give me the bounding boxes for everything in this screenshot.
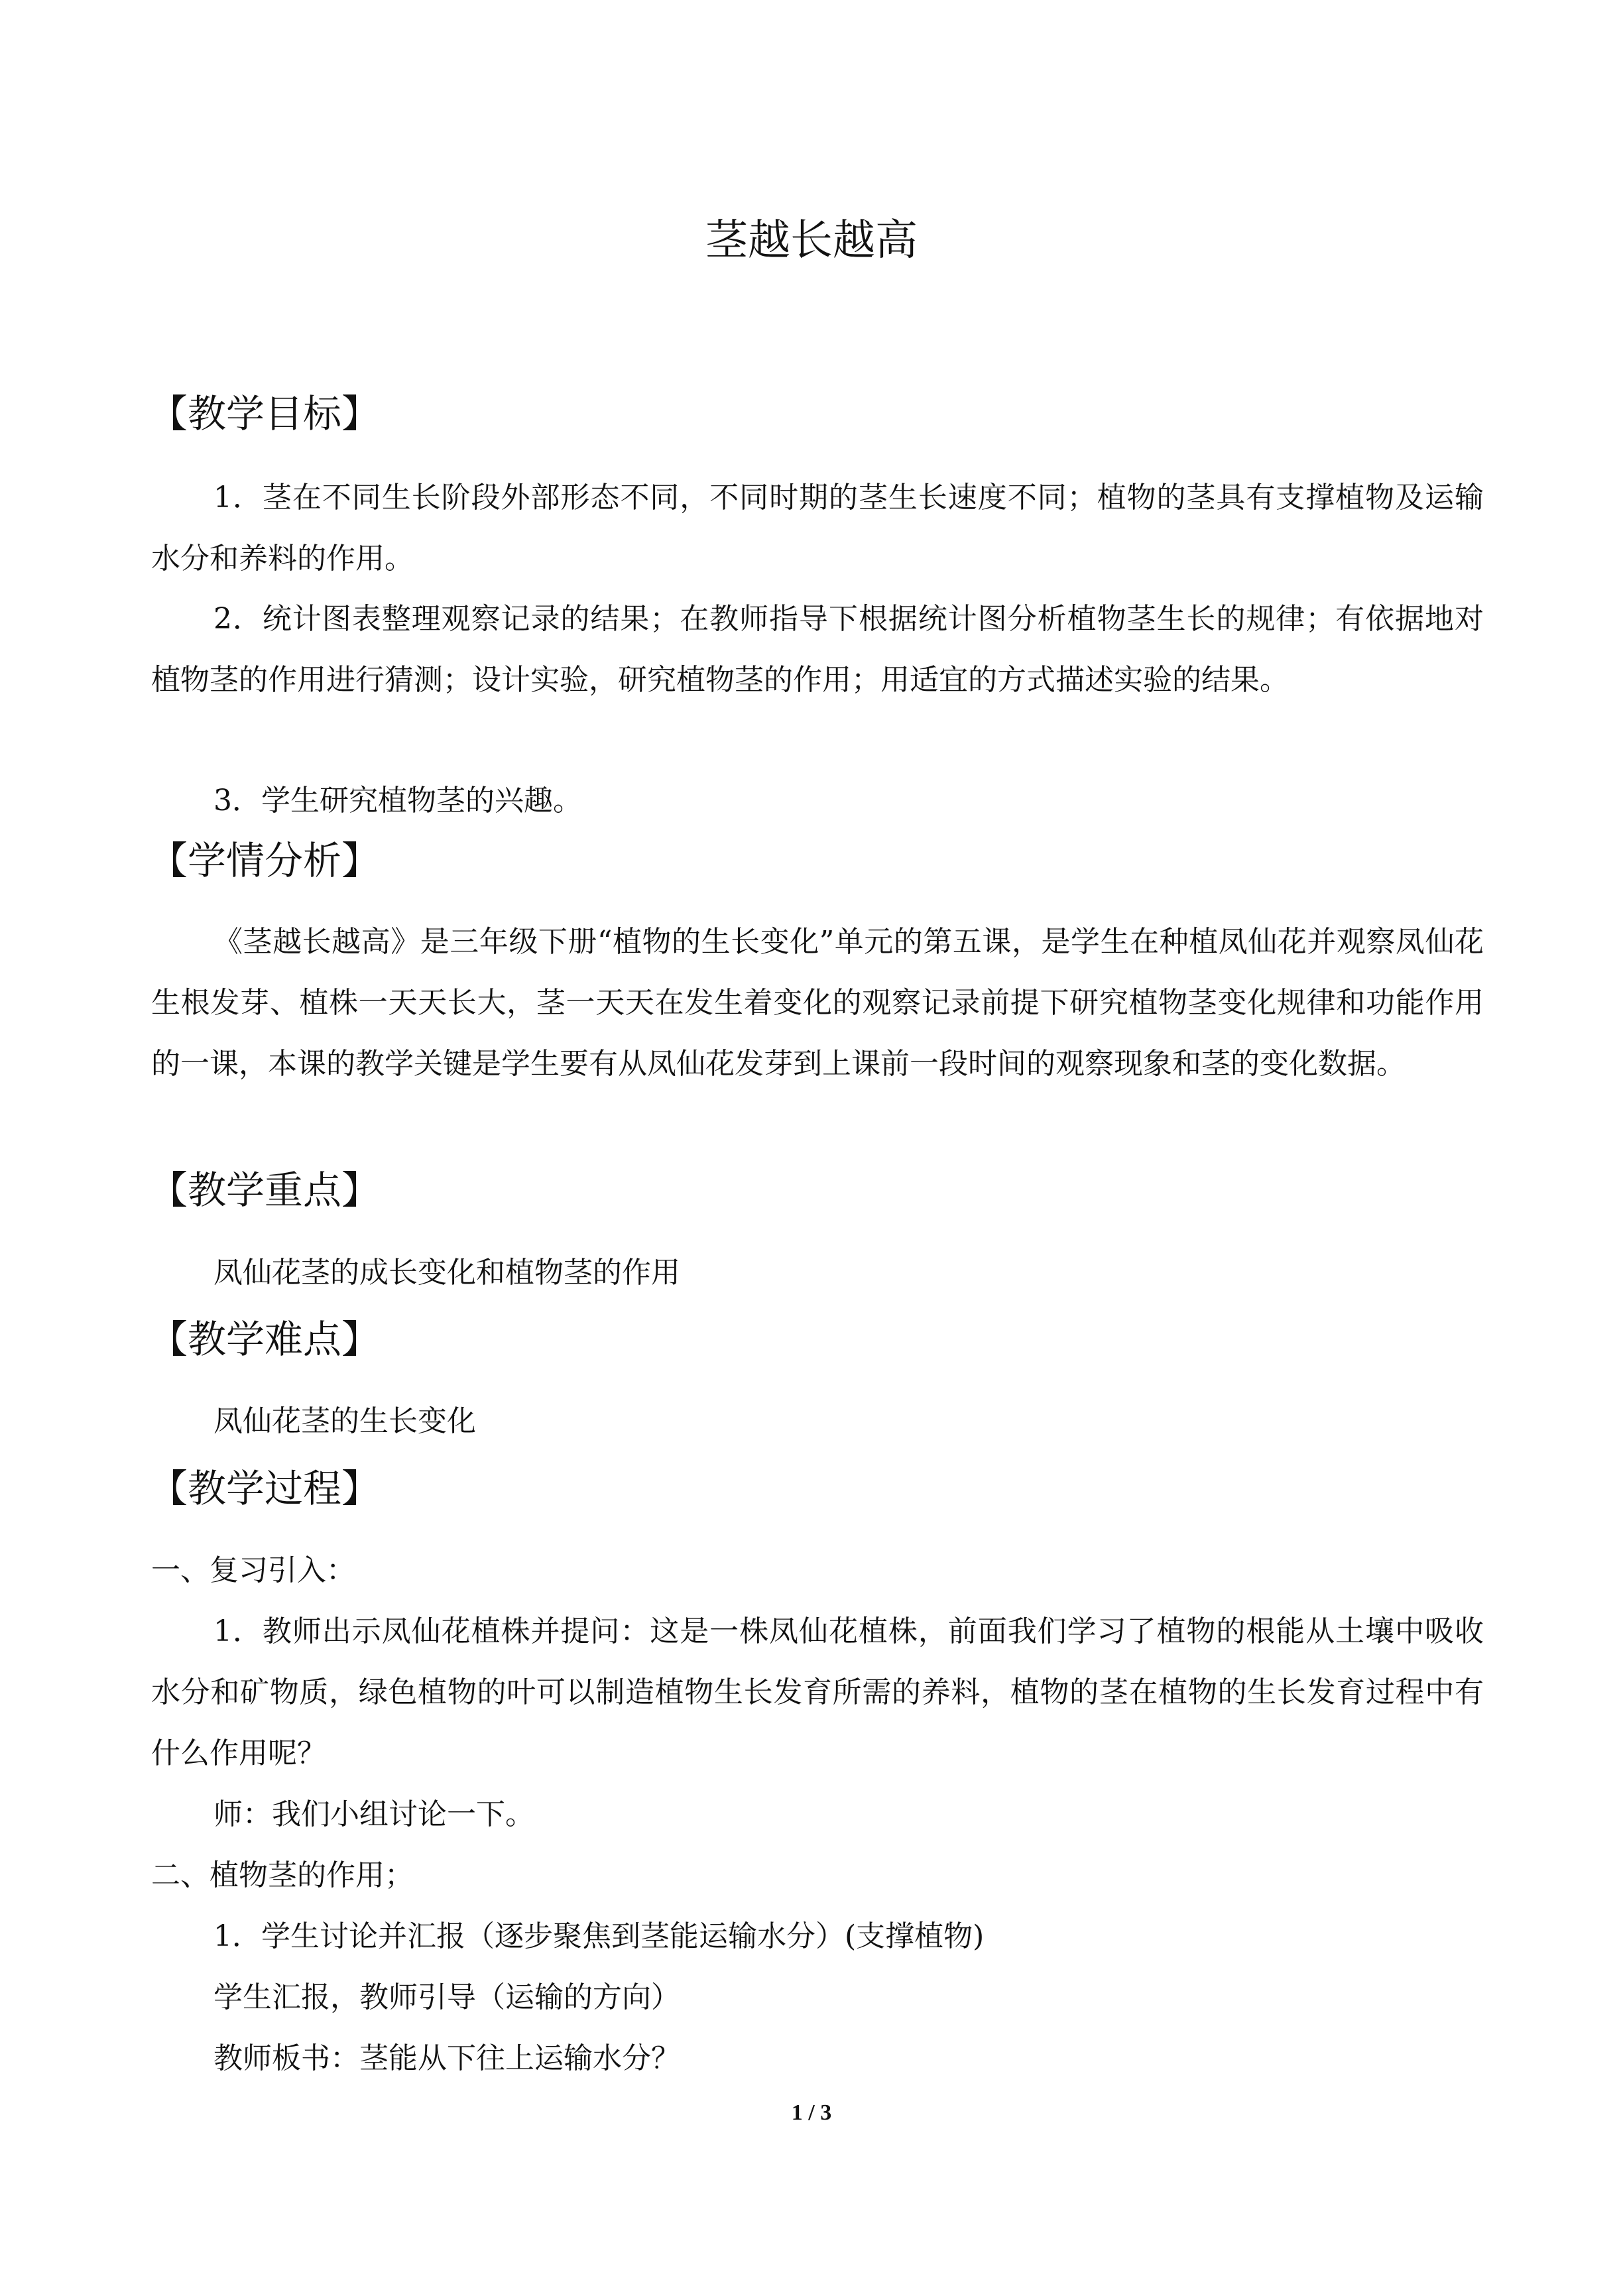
step-2-report: 学生汇报，教师引导（运输的方向）	[213, 1980, 680, 2014]
goal-2: 2．统计图表整理观察记录的结果；在教师指导下根据统计图分析植物茎生长的规律；有依据地对植物茎的作用进行猜测；设计实验，研究植物茎的作用；用适宜的方式描述实验的结果。	[151, 602, 1484, 697]
step-2-board: 教师板书：茎能从下往上运输水分？	[213, 2041, 680, 2075]
key-points-heading: 【教学重点】	[149, 1168, 381, 1213]
step-1-item-1: 1．教师出示凤仙花植株并提问：这是一株凤仙花植株，前面我们学习了植物的根能从土壤中吸收水分和矿物质，绿色植物的叶可以制造植物生长发育所需的养料，植物的茎在植物的生长发育过程中有什么作用呢？	[151, 1614, 1484, 1770]
step-1-title: 一、复习引入：	[151, 1553, 355, 1587]
goal-1: 1．茎在不同生长阶段外部形态不同，不同时期的茎生长速度不同；植物的茎具有支撑植物及运输水分和养料的作用。	[151, 481, 1484, 575]
key-points: 凤仙花茎的成长变化和植物茎的作用	[213, 1256, 680, 1290]
step-2-item-1: 1．学生讨论并汇报（逐步聚焦到茎能运输水分）(支撑植物)	[213, 1919, 985, 1953]
difficult-points: 凤仙花茎的生长变化	[213, 1404, 476, 1438]
difficult-points-heading: 【教学难点】	[149, 1317, 381, 1362]
student-analysis-heading: 【学情分析】	[149, 838, 381, 883]
student-analysis: 《茎越长越高》是三年级下册“植物的生长变化”单元的第五课，是学生在种植凤仙花并观察凤仙花生根发芽、植株一天天长大，茎一天天在发生着变化的观察记录前提下研究植物茎变化规律和功能作用的一课，本课的教学关键是学生要有从凤仙花发芽到上课前一段时间的观察现象和茎的变化数据。	[151, 925, 1484, 1081]
teaching-process-heading: 【教学过程】	[149, 1466, 381, 1511]
goal-3: 3．学生研究植物茎的兴趣。	[213, 784, 582, 817]
step-1-teacher: 师：我们小组讨论一下。	[213, 1797, 534, 1831]
teaching-goals-heading: 【教学目标】	[149, 391, 381, 436]
document-title: 茎越长越高	[705, 216, 918, 265]
step-2-title: 二、植物茎的作用；	[151, 1858, 414, 1892]
page-number: 1 / 3	[791, 2100, 832, 2125]
